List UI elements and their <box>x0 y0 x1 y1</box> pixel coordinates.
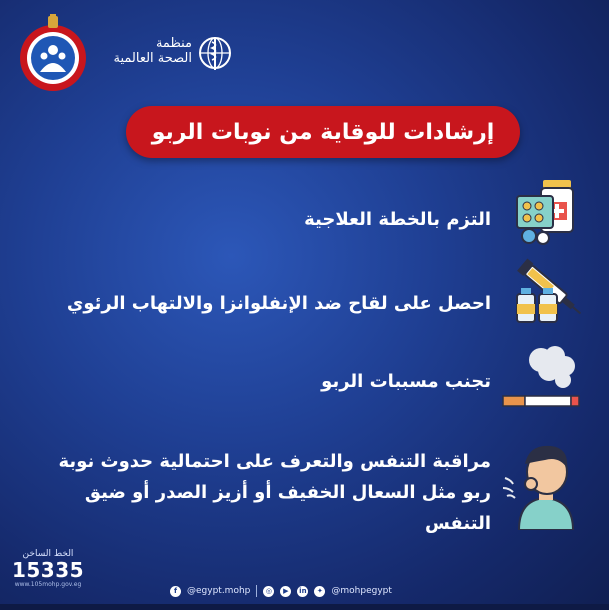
mohp-logo <box>18 14 88 94</box>
vaccine-syringe-icon <box>511 250 583 330</box>
hotline-block <box>8 549 88 588</box>
tip-monitor-breathing <box>59 446 491 539</box>
facebook-icon: f <box>170 586 181 597</box>
youtube-icon: ▶ <box>280 586 291 597</box>
title-banner <box>126 106 520 158</box>
tip-treatment-plan <box>304 204 491 235</box>
bottom-bar <box>0 604 609 610</box>
social-handle-left: @egypt.mohp <box>187 586 251 596</box>
linkedin-icon: in <box>299 587 307 595</box>
twitter-icon: ✦ <box>314 586 325 597</box>
tip-line: احصل على لقاح ضد الإنفلوانزا والالتهاب الرئوي <box>66 293 491 314</box>
tip-triggers <box>321 366 491 397</box>
medicine-icon <box>513 176 583 250</box>
hotline-label: الخط الساخن <box>22 549 74 559</box>
divider <box>256 585 257 597</box>
who-name-line1: منظمة <box>155 36 192 51</box>
who-emblem-icon <box>196 34 234 72</box>
tip-line: التزم بالخطة العلاجية <box>304 209 491 230</box>
cigarette-smoke-icon <box>501 342 583 416</box>
tip-vaccine <box>67 288 491 319</box>
tip-line: تجنب مسببات الربو <box>321 371 491 392</box>
who-name-line2: الصحة العالمية <box>113 51 192 66</box>
instagram-icon: ◎ <box>263 586 274 597</box>
coughing-person-icon <box>501 438 583 534</box>
social-handle-right: @mohpegypt <box>331 586 392 596</box>
hotline-number: 15335 <box>11 558 85 582</box>
social-footer <box>170 583 420 599</box>
page-title: إرشادات للوقاية من نوبات الربو <box>151 119 495 145</box>
who-logo <box>104 34 234 74</box>
tip-line: التنفس <box>424 513 491 534</box>
hotline-website: www.105mohp.gov.eg <box>14 581 82 588</box>
tip-line: ربو مثل السعال الخفيف أو أزيز الصدر أو ضيق <box>84 482 491 503</box>
tip-line: مراقبة التنفس والتعرف على احتمالية حدوث نوبة <box>58 451 491 472</box>
